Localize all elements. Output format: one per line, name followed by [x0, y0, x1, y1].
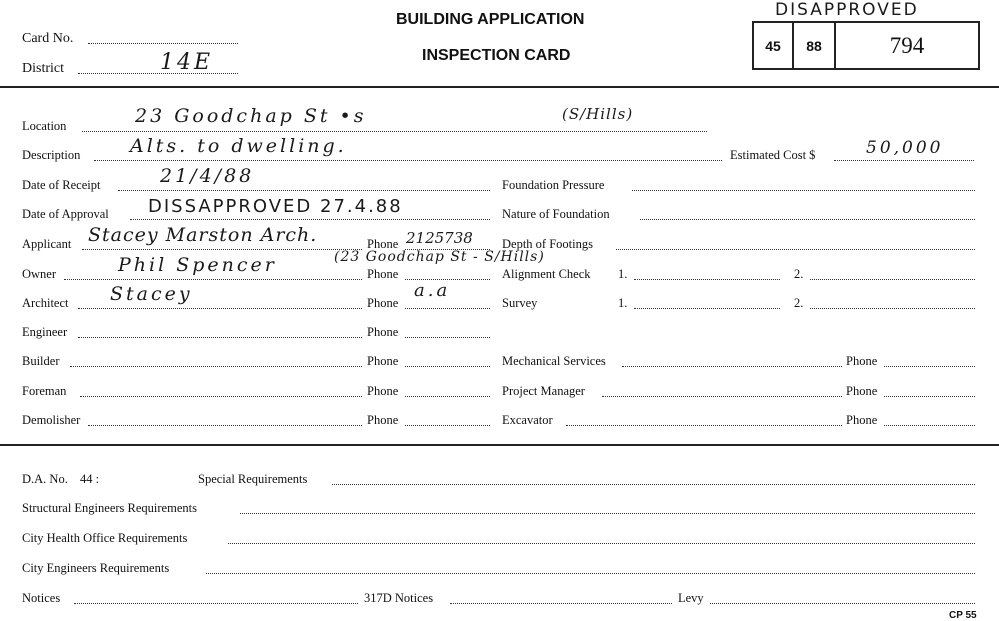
project-manager-phone-label: Phone — [846, 384, 878, 398]
applicant-phone-label: Phone — [367, 237, 399, 251]
applicant-value: Stacey Marston Arch. — [88, 224, 318, 246]
description-value: Alts. to dwelling. — [130, 135, 347, 157]
applicant-field[interactable] — [82, 249, 362, 250]
ref-cell-3: 794 — [889, 32, 925, 58]
foundation-pressure-label: Foundation Pressure — [502, 178, 605, 192]
mechanical-services-label: Mechanical Services — [502, 354, 606, 368]
builder-label: Builder — [22, 354, 60, 368]
demolisher-field[interactable] — [88, 425, 362, 426]
architect-field[interactable] — [78, 308, 362, 309]
date-of-receipt-value: 21/4/88 — [160, 165, 255, 187]
excavator-phone-label: Phone — [846, 413, 878, 427]
ref-cell-2: 88 — [794, 23, 836, 68]
architect-value: Stacey — [110, 283, 193, 305]
district-value: 14E — [160, 50, 214, 75]
excavator-label: Excavator — [502, 413, 553, 427]
date-of-approval-value: DISSAPPROVED 27.4.88 — [148, 196, 403, 217]
project-manager-label: Project Manager — [502, 384, 585, 398]
notices-field[interactable] — [74, 603, 358, 604]
health-office-requirements-field[interactable] — [228, 543, 975, 544]
depth-of-footings-field[interactable] — [616, 249, 975, 250]
section-divider — [0, 444, 999, 446]
engineer-phone-label: Phone — [367, 325, 399, 339]
applicant-phone-value: 2125738 — [406, 229, 473, 247]
alignment-check-1-field[interactable] — [634, 279, 780, 280]
nature-of-foundation-label: Nature of Foundation — [502, 207, 610, 221]
alignment-check-1-label: 1. — [618, 267, 628, 281]
location-label: Location — [22, 119, 67, 133]
description-field[interactable] — [94, 160, 722, 161]
health-office-requirements-label: City Health Office Requirements — [22, 531, 188, 545]
survey-label: Survey — [502, 296, 538, 310]
special-requirements-field[interactable] — [332, 484, 975, 485]
date-of-approval-label: Date of Approval — [22, 207, 109, 221]
mechanical-services-phone-field[interactable] — [884, 366, 975, 367]
builder-phone-label: Phone — [367, 354, 399, 368]
location-field[interactable] — [82, 131, 707, 132]
depth-of-footings-label: Depth of Footings — [502, 237, 593, 251]
disapproved-stamp: DISAPPROVED — [775, 0, 919, 20]
alignment-check-2-field[interactable] — [810, 279, 975, 280]
date-of-receipt-label: Date of Receipt — [22, 178, 101, 192]
owner-label: Owner — [22, 267, 57, 281]
reference-box — [752, 21, 980, 70]
description-label: Description — [22, 148, 81, 162]
card-title-line1: BUILDING APPLICATION — [396, 11, 585, 28]
foundation-pressure-field[interactable] — [632, 190, 975, 191]
district-label: District — [22, 61, 64, 76]
applicant-label: Applicant — [22, 237, 72, 251]
alignment-check-label: Alignment Check — [502, 267, 591, 281]
owner-field[interactable] — [64, 279, 362, 280]
owner-phone-label: Phone — [367, 267, 399, 281]
excavator-phone-field[interactable] — [884, 425, 975, 426]
foreman-phone-field[interactable] — [405, 396, 490, 397]
notices-317d-field[interactable] — [450, 603, 672, 604]
form-code: CP 55 — [949, 610, 977, 621]
estimated-cost-label: Estimated Cost $ — [730, 148, 816, 162]
date-of-receipt-field[interactable] — [118, 190, 490, 191]
project-manager-phone-field[interactable] — [884, 396, 975, 397]
estimated-cost-field[interactable] — [834, 160, 974, 161]
engineer-phone-field[interactable] — [405, 337, 490, 338]
excavator-field[interactable] — [566, 425, 842, 426]
demolisher-phone-label: Phone — [367, 413, 399, 427]
builder-phone-field[interactable] — [405, 366, 490, 367]
alignment-check-2-label: 2. — [794, 267, 804, 281]
survey-1-label: 1. — [618, 296, 628, 310]
architect-phone-field[interactable] — [405, 308, 490, 309]
owner-note: (23 Goodchap St - S/Hills) — [334, 249, 545, 265]
card-no-field[interactable] — [88, 43, 238, 44]
demolisher-phone-field[interactable] — [405, 425, 490, 426]
foreman-field[interactable] — [80, 396, 362, 397]
foreman-phone-label: Phone — [367, 384, 399, 398]
city-engineers-requirements-field[interactable] — [206, 573, 975, 574]
nature-of-foundation-field[interactable] — [640, 219, 975, 220]
levy-field[interactable] — [710, 603, 975, 604]
notices-label: Notices — [22, 591, 61, 605]
mechanical-services-field[interactable] — [622, 366, 842, 367]
engineer-field[interactable] — [78, 337, 362, 338]
location-value: 23 Goodchap St •s — [135, 105, 367, 127]
engineer-label: Engineer — [22, 325, 68, 339]
card-title-line2: INSPECTION CARD — [422, 47, 571, 64]
architect-phone-label: Phone — [367, 296, 399, 310]
district-field[interactable] — [78, 73, 238, 74]
foreman-label: Foreman — [22, 384, 67, 398]
da-no-label: D.A. No. — [22, 472, 68, 486]
city-engineers-requirements-label: City Engineers Requirements — [22, 561, 170, 575]
header-divider — [0, 86, 999, 88]
demolisher-label: Demolisher — [22, 413, 81, 427]
owner-value: Phil Spencer — [118, 254, 277, 276]
location-note: (S/Hills) — [562, 105, 634, 123]
survey-2-label: 2. — [794, 296, 804, 310]
da-no-value: 44 : — [80, 472, 100, 486]
structural-requirements-label: Structural Engineers Requirements — [22, 501, 197, 515]
ref-cell-1: 45 — [754, 23, 794, 68]
levy-label: Levy — [678, 591, 704, 605]
estimated-cost-value: 50,000 — [866, 138, 944, 158]
date-of-approval-field[interactable] — [130, 219, 490, 220]
survey-2-field[interactable] — [810, 308, 975, 309]
mechanical-services-phone-label: Phone — [846, 354, 878, 368]
notices-317d-label: 317D Notices — [364, 591, 434, 605]
project-manager-field[interactable] — [602, 396, 842, 397]
architect-label: Architect — [22, 296, 69, 310]
structural-requirements-field[interactable] — [240, 513, 975, 514]
card-no-label: Card No. — [22, 31, 74, 46]
architect-phone-value: a.a — [414, 280, 451, 301]
special-requirements-label: Special Requirements — [198, 472, 308, 486]
builder-field[interactable] — [70, 366, 362, 367]
survey-1-field[interactable] — [634, 308, 780, 309]
